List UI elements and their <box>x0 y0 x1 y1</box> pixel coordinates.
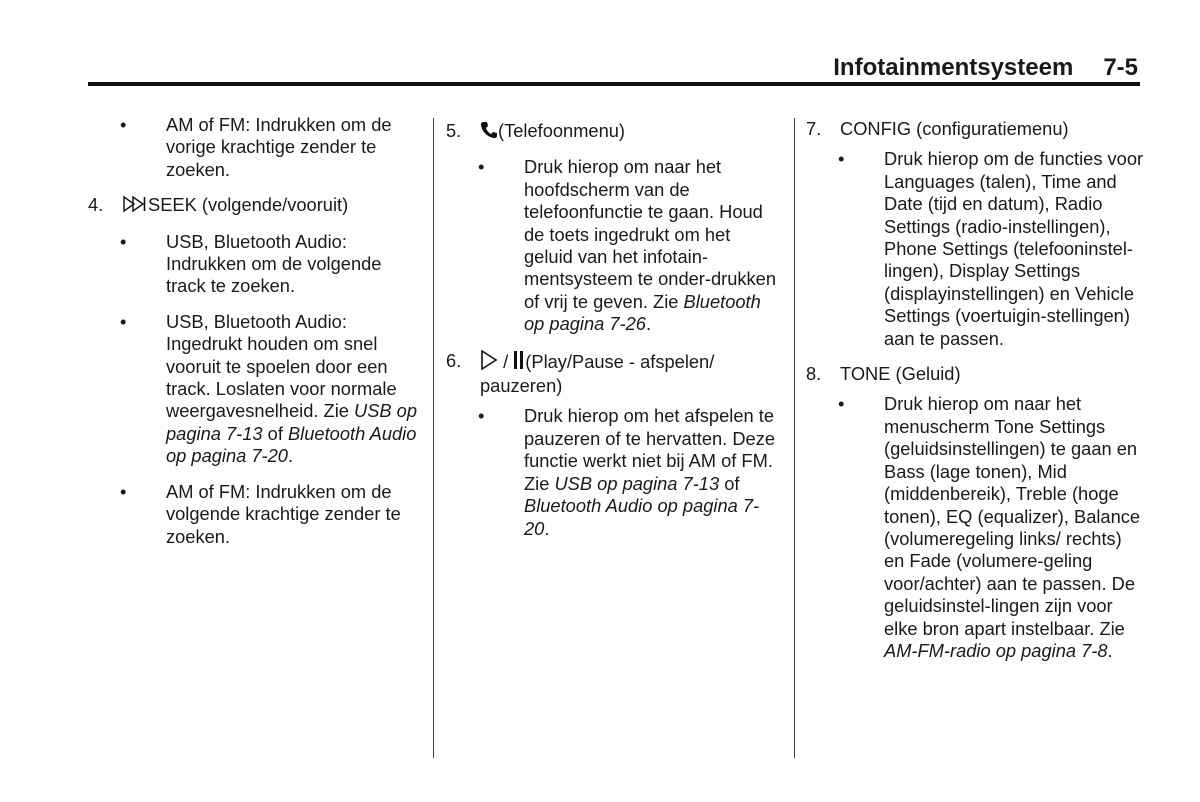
item-label: (Telefoonmenu) <box>498 120 626 141</box>
cross-reference[interactable]: Bluetooth Audio op pagina 7-20 <box>166 422 417 467</box>
bullet-text: USB, Bluetooth Audio: Indrukken om de volgende track te zoeken. <box>166 230 382 297</box>
column-3 <box>806 118 1146 675</box>
list-item <box>446 405 784 539</box>
item-label: CONFIG (configuratiemenu) <box>840 118 1069 139</box>
numbered-item-5 <box>446 120 784 144</box>
bullet-text: Druk hierop om naar het menuscherm Tone Settings (geluidsinstellingen) te gaan en Bass (lage tonen), Mid (middenbereik), Treble (hoge tonen), EQ (equalizer), Balance (volumeregeling links/ rechts) en Fade (volumere-geling voor/achter) aan te passen. De geluidsinstel-lingen zijn voor elke bron apart instelbaar. Zie AM-FM-radio op pagina 7-8. <box>884 393 1141 661</box>
seek-forward-icon <box>122 195 148 218</box>
item-number: 7. <box>806 118 822 139</box>
item-number: 5. <box>446 120 462 141</box>
item-label: SEEK (volgende/vooruit) <box>148 194 349 216</box>
numbered-item-6 <box>446 350 784 398</box>
column-divider-1 <box>433 118 434 758</box>
section-title: Infotainmentsysteem <box>833 54 1074 81</box>
cross-reference[interactable]: USB op pagina 7-13 <box>554 472 720 494</box>
bullet: • <box>120 114 127 135</box>
phone-icon <box>480 121 498 144</box>
list-item <box>806 393 1146 662</box>
numbered-item-8 <box>806 363 1146 385</box>
header-rule <box>88 82 1140 86</box>
item-number: 4. <box>88 194 104 216</box>
separator: / <box>503 350 509 372</box>
bullet: • <box>838 148 845 170</box>
page-title <box>833 54 1138 82</box>
bullet: • <box>120 480 127 502</box>
list-item <box>806 148 1146 350</box>
list-item <box>446 156 784 335</box>
list-item <box>88 481 423 548</box>
bullet: • <box>478 156 485 178</box>
cross-reference[interactable]: USB op pagina 7-13 <box>166 400 418 444</box>
column-divider-2 <box>794 118 795 758</box>
bullet: • <box>120 310 127 332</box>
item-label: (Play/Pause - afspelen/ pauzeren) <box>480 350 715 397</box>
list-item <box>88 231 423 298</box>
cross-reference[interactable]: AM-FM-radio op pagina 7-8 <box>884 639 1108 661</box>
page-number: 7-5 <box>1103 54 1138 81</box>
cross-reference[interactable]: Bluetooth Audio op pagina 7-20 <box>524 495 760 539</box>
bullet-text: Druk hierop om naar het hoofdscherm van de telefoonfunctie te gaan. Houd de toets ingedrukt om het geluid van het infotain-mentsysteem te onder-drukken of vrij te geven. Zie Bluetooth op pagina 7-26. <box>524 156 776 335</box>
numbered-item-4 <box>88 194 423 218</box>
list-item <box>88 114 423 181</box>
item-label: TONE (Geluid) <box>840 363 961 385</box>
column-2 <box>446 120 784 553</box>
bullet-text: USB, Bluetooth Audio: Ingedrukt houden om snel vooruit te spoelen door een track. Loslaten voor normale weergavesnelheid. Zie USB op pagina 7-13 of Bluetooth Audio op pagina 7-20. <box>166 310 418 467</box>
bullet: • <box>838 393 845 415</box>
column-1 <box>88 114 423 561</box>
numbered-item-7 <box>806 118 1146 140</box>
cross-reference[interactable]: Bluetooth op pagina 7-26 <box>524 290 761 335</box>
item-number: 8. <box>806 363 822 385</box>
bullet-text: AM of FM: Indrukken om de vorige krachtige zender te zoeken. <box>166 114 392 180</box>
bullet-text: Druk hierop om de functies voor Languages (talen), Time and Date (tijd en datum), Radio Settings (radio-instellingen), Phone Settings (telefooninstel-lingen), Display Settings (displayinstellingen) en Vehicle Settings (voertuigin-stellingen) aan te passen. <box>884 148 1144 349</box>
bullet-text: AM of FM: Indrukken om de volgende krachtige zender te zoeken. <box>166 480 401 547</box>
item-number: 6. <box>446 349 462 371</box>
play-icon <box>480 350 498 375</box>
list-item <box>88 311 423 468</box>
bullet-text: Druk hierop om het afspelen te pauzeren of te hervatten. Deze functie werkt niet bij AM of FM. Zie USB op pagina 7-13 of Bluetooth Audio op pagina 7-20. <box>524 405 776 539</box>
pause-icon <box>513 350 525 375</box>
bullet: • <box>478 405 485 427</box>
bullet: • <box>120 230 127 252</box>
